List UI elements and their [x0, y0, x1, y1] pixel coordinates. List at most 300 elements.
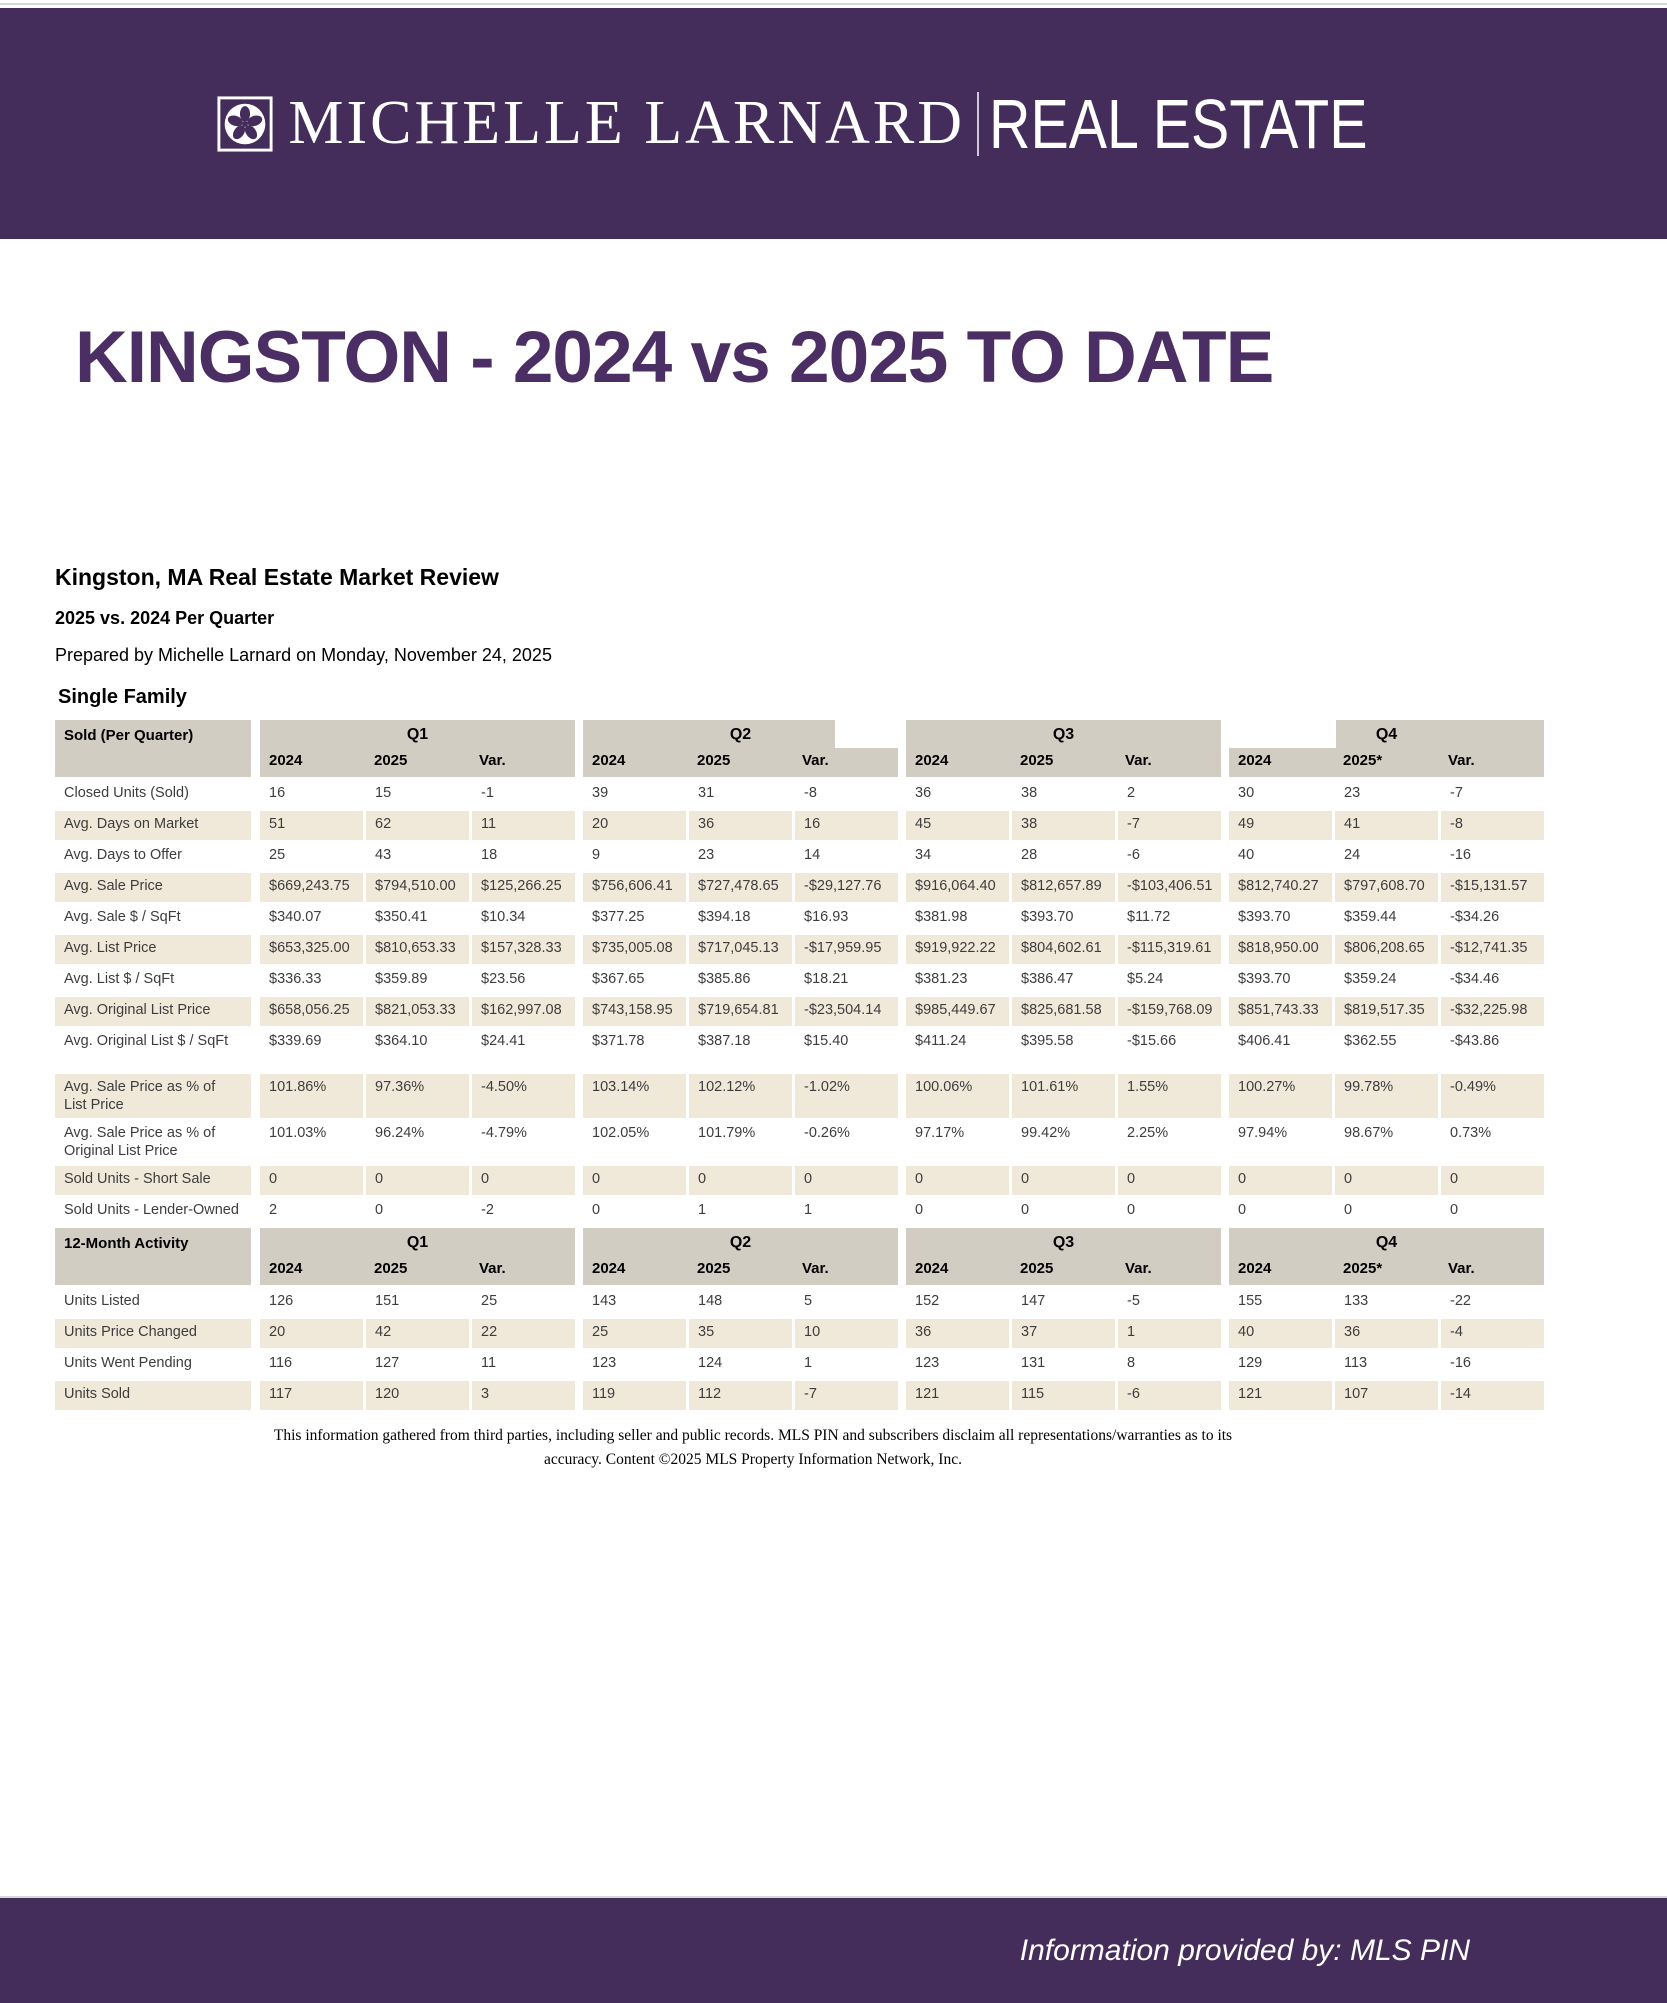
table-cell: 127	[375, 1354, 400, 1371]
table-cell: $669,243.75	[260, 873, 363, 902]
quarter-group	[260, 842, 575, 871]
table-cell: $806,208.65	[1335, 935, 1438, 964]
table-cell: 2	[269, 1201, 278, 1218]
table-cell: 103.14%	[583, 1074, 686, 1118]
table-cell: -7	[1118, 811, 1221, 840]
quarter-group	[260, 780, 575, 809]
table-cell: 22	[472, 1319, 575, 1348]
table-cell: 123	[592, 1354, 617, 1371]
table-cell: 151	[375, 1292, 400, 1309]
table-cell: $395.58	[1021, 1032, 1074, 1049]
table-cell: $367.65	[592, 970, 645, 987]
quarter-header-q4	[1229, 720, 1544, 777]
table-cell: 11	[481, 1354, 497, 1371]
quarter-group	[583, 1074, 898, 1118]
quarter-group	[1229, 1319, 1544, 1348]
table-cell: 5	[804, 1292, 813, 1309]
quarter-header-q1	[260, 1228, 575, 1285]
quarter-group	[583, 904, 898, 933]
table-cell: 101.03%	[269, 1124, 327, 1141]
table-cell: 0	[366, 1166, 469, 1195]
table-cell: -8	[804, 784, 817, 801]
table-cell: -$115,319.61	[1118, 935, 1221, 964]
table-cell: 9	[592, 846, 601, 863]
quarter-group	[1229, 1074, 1544, 1118]
table-cell: -0.49%	[1441, 1074, 1544, 1118]
table-cell: 2.25%	[1127, 1124, 1169, 1141]
table-cell: $359.44	[1344, 908, 1397, 925]
table-cell: -16	[1450, 1354, 1471, 1371]
table-cell: 1	[1118, 1319, 1221, 1348]
table-cell: 121	[906, 1381, 1009, 1410]
year-header: 2024	[1238, 751, 1272, 769]
table-cell: 0.73%	[1450, 1124, 1492, 1141]
year-header: 2024	[915, 1259, 949, 1277]
table-cell: 152	[915, 1292, 940, 1309]
table-cell: 0	[1127, 1201, 1136, 1218]
year-header: 2025	[374, 1259, 408, 1277]
quarter-group	[260, 966, 575, 995]
quarter-label: Q1	[260, 1228, 575, 1256]
page-top-rule	[0, 3, 1667, 5]
table-cell: 0	[1118, 1166, 1221, 1195]
table-cell: 23	[698, 846, 715, 863]
quarter-group	[260, 935, 575, 964]
table-cell: 1	[804, 1201, 813, 1218]
year-header-row	[260, 748, 575, 777]
quarter-group	[906, 873, 1221, 902]
table-row	[55, 1288, 1547, 1317]
table-cell: 36	[1335, 1319, 1438, 1348]
table-cell: -$43.86	[1450, 1032, 1500, 1049]
table-cell: 15	[375, 784, 392, 801]
quarter-group	[583, 1120, 898, 1164]
year-header-row	[583, 1256, 898, 1285]
table-cell: $821,053.33	[366, 997, 469, 1026]
prepared-by-line: Prepared by Michelle Larnard on Monday, November 24, 2025	[55, 644, 552, 665]
table-cell: -14	[1441, 1381, 1544, 1410]
row-label: Avg. Sale Price as % of List Price	[55, 1074, 251, 1118]
sand-dollar-flower-icon	[216, 95, 274, 153]
table-cell: -8	[1441, 811, 1544, 840]
quarter-group	[583, 1197, 898, 1226]
quarter-group	[906, 1166, 1221, 1195]
table-cell: -$159,768.09	[1118, 997, 1221, 1026]
review-title: Kingston, MA Real Estate Market Review	[55, 563, 499, 590]
provided-by-text: Information provided by: MLS PIN	[1019, 1933, 1470, 1967]
table-cell: -$32,225.98	[1441, 997, 1544, 1026]
quarter-group	[583, 873, 898, 902]
quarter-group	[1229, 1288, 1544, 1317]
quarter-group	[260, 1166, 575, 1195]
row-label: Sold Units - Lender-Owned	[64, 1201, 239, 1218]
table-cell: 120	[366, 1381, 469, 1410]
table-cell: 0	[1441, 1166, 1544, 1195]
table-cell: 30	[1238, 784, 1255, 801]
table-cell: -$15,131.57	[1441, 873, 1544, 902]
row-label: Units Price Changed	[55, 1319, 251, 1348]
table-cell: -6	[1127, 846, 1140, 863]
table-cell: 102.12%	[689, 1074, 792, 1118]
quarter-group	[583, 1288, 898, 1317]
table-cell: $23.56	[481, 970, 526, 987]
year-header: 2024	[269, 751, 303, 769]
year-header: 2025	[697, 1259, 731, 1277]
quarter-group	[1229, 1197, 1544, 1226]
quarter-group	[906, 1288, 1221, 1317]
table-cell: $125,266.25	[472, 873, 575, 902]
table-cell: $377.25	[592, 908, 645, 925]
quarter-group	[260, 1120, 575, 1164]
table-cell: 1	[698, 1201, 707, 1218]
table-cell: 148	[698, 1292, 723, 1309]
year-header: Var.	[1448, 1259, 1475, 1277]
table-cell: 42	[366, 1319, 469, 1348]
quarter-group	[906, 997, 1221, 1026]
year-header: 2025	[374, 751, 408, 769]
brand-divider-line	[977, 92, 979, 156]
year-header: 2025	[697, 751, 731, 769]
table-cell: 25	[583, 1319, 686, 1348]
row-label: Avg. List $ / SqFt	[64, 970, 175, 987]
table-cell: 16	[795, 811, 898, 840]
quarter-group	[1229, 811, 1544, 840]
table-cell: 1.55%	[1118, 1074, 1221, 1118]
table-cell: $393.70	[1238, 970, 1291, 987]
sold-per-quarter-table	[55, 720, 1547, 1226]
table-cell: 113	[1344, 1354, 1368, 1371]
table-cell: $364.10	[375, 1032, 428, 1049]
year-header: 2025	[1020, 751, 1054, 769]
table-row	[55, 1381, 1547, 1410]
table-cell: $756,606.41	[583, 873, 686, 902]
table-cell: 123	[915, 1354, 940, 1371]
row-label: Sold Units - Short Sale	[55, 1166, 251, 1195]
quarter-group	[906, 966, 1221, 995]
table-row	[55, 1350, 1547, 1379]
table-cell: -5	[1127, 1292, 1140, 1309]
table-cell: -4.79%	[481, 1124, 527, 1141]
table-cell: $10.34	[481, 908, 526, 925]
table-cell: 99.42%	[1021, 1124, 1071, 1141]
table-cell: 126	[269, 1292, 294, 1309]
row-label: Avg. Sale Price as % of Original List Price	[64, 1124, 216, 1159]
table-row	[55, 1166, 1547, 1195]
table-cell: $24.41	[481, 1032, 526, 1049]
table-cell: 0	[1012, 1166, 1115, 1195]
quarter-label: Q2	[583, 720, 898, 748]
table-cell: -$34.46	[1450, 970, 1500, 987]
quarter-group	[1229, 1120, 1544, 1164]
table-row	[55, 1028, 1547, 1072]
table-cell: 131	[1021, 1354, 1046, 1371]
table-cell: -6	[1118, 1381, 1221, 1410]
table-cell: 39	[592, 784, 609, 801]
table-cell: 25	[269, 846, 286, 863]
year-header: Var.	[802, 1259, 829, 1277]
table-row	[55, 904, 1547, 933]
year-header: Var.	[802, 751, 829, 769]
table-cell: 36	[915, 784, 932, 801]
quarter-group	[906, 1074, 1221, 1118]
table-cell: 1	[804, 1354, 813, 1371]
quarter-group	[260, 1350, 575, 1379]
table-cell: 97.36%	[366, 1074, 469, 1118]
table-cell: $157,328.33	[472, 935, 575, 964]
table-row	[55, 997, 1547, 1026]
table-cell: $794,510.00	[366, 873, 469, 902]
table-cell: 24	[1344, 846, 1361, 863]
row-label: Avg. Sale $ / SqFt	[64, 908, 181, 925]
quarter-group	[1229, 1381, 1544, 1410]
table-cell: 97.17%	[915, 1124, 965, 1141]
quarter-group	[906, 1120, 1221, 1164]
quarter-group	[906, 1350, 1221, 1379]
table-cell: 11	[472, 811, 575, 840]
quarter-group	[583, 1028, 898, 1072]
quarter-group	[583, 811, 898, 840]
table-cell: 0	[795, 1166, 898, 1195]
table-cell: $812,657.89	[1012, 873, 1115, 902]
table-cell: 40	[1238, 846, 1255, 863]
quarter-group	[260, 811, 575, 840]
year-header: 2024	[592, 1259, 626, 1277]
table-cell: 8	[1127, 1354, 1136, 1371]
table-cell: $394.18	[698, 908, 751, 925]
quarter-group	[583, 842, 898, 871]
year-header: 2024	[269, 1259, 303, 1277]
table-cell: 102.05%	[592, 1124, 650, 1141]
table-cell: $340.07	[269, 908, 322, 925]
table-cell: 36	[906, 1319, 1009, 1348]
table-cell: 25	[481, 1292, 498, 1309]
quarter-group	[906, 1028, 1221, 1072]
table-cell: $350.41	[375, 908, 428, 925]
table-cell: $387.18	[698, 1032, 751, 1049]
section-header-cell: Sold (Per Quarter)	[55, 720, 251, 777]
table-cell: $381.98	[915, 908, 968, 925]
row-label: Closed Units (Sold)	[64, 784, 189, 801]
table-cell: $11.72	[1127, 908, 1171, 925]
table-cell: $717,045.13	[689, 935, 792, 964]
row-label: Avg. Sale Price	[55, 873, 251, 902]
quarter-header-q2	[583, 1228, 898, 1285]
table-cell: 96.24%	[375, 1124, 425, 1141]
row-label: Avg. Original List Price	[55, 997, 251, 1026]
table-cell: $371.78	[592, 1032, 645, 1049]
mls-disclaimer: This information gathered from third parties, including seller and public records. MLS PIN and subscribers disclaim all representations/warranties as to its accuracy. Content ©2025 MLS Property Information Network, Inc.	[273, 1426, 1233, 1468]
table-cell: 20	[260, 1319, 363, 1348]
quarter-group	[583, 935, 898, 964]
table-cell: $362.55	[1344, 1032, 1397, 1049]
quarter-group	[260, 1319, 575, 1348]
table-cell: $393.70	[1021, 908, 1074, 925]
quarter-header-q2	[583, 720, 898, 777]
quarter-group	[906, 935, 1221, 964]
table-cell: $658,056.25	[260, 997, 363, 1026]
table-cell: -1.02%	[795, 1074, 898, 1118]
table-cell: 16	[269, 784, 286, 801]
table-cell: 115	[1012, 1381, 1115, 1410]
table-cell: $653,325.00	[260, 935, 363, 964]
table-cell: 121	[1229, 1381, 1332, 1410]
table-cell: -7	[1450, 784, 1463, 801]
review-subtitle: 2025 vs. 2024 Per Quarter	[55, 607, 275, 628]
year-header: 2025	[1020, 1259, 1054, 1277]
year-header-row	[1229, 748, 1544, 777]
table-cell: 100.27%	[1229, 1074, 1332, 1118]
quarter-group	[260, 1381, 575, 1410]
table-cell: 0	[375, 1201, 384, 1218]
table-cell: $381.23	[915, 970, 968, 987]
year-header-row	[583, 748, 898, 777]
quarter-group	[1229, 997, 1544, 1026]
table-row	[55, 1197, 1547, 1226]
table-cell: -$15.66	[1127, 1032, 1177, 1049]
table-cell: -$29,127.76	[795, 873, 898, 902]
year-header: Var.	[1125, 751, 1152, 769]
quarter-group	[260, 904, 575, 933]
row-label: Units Went Pending	[64, 1354, 192, 1371]
table-cell: 101.79%	[698, 1124, 756, 1141]
table-cell: $719,654.81	[689, 997, 792, 1026]
table-cell: 129	[1238, 1354, 1263, 1371]
table-cell: 43	[375, 846, 392, 863]
table-cell: 10	[795, 1319, 898, 1348]
quarter-label: Q3	[906, 1228, 1221, 1256]
quarter-group	[260, 1074, 575, 1118]
year-header-row	[906, 748, 1221, 777]
table-cell: 119	[583, 1381, 686, 1410]
table-cell: 36	[689, 811, 792, 840]
table-cell: $18.21	[804, 970, 849, 987]
table-row	[55, 1120, 1547, 1164]
row-label: Avg. Original List $ / SqFt	[64, 1032, 229, 1049]
row-label: Units Listed	[64, 1292, 140, 1309]
table-cell: 2	[1127, 784, 1136, 801]
quarter-group	[906, 811, 1221, 840]
table-cell: 101.61%	[1012, 1074, 1115, 1118]
table-cell: $386.47	[1021, 970, 1074, 987]
table-cell: 51	[260, 811, 363, 840]
quarter-label: Q4	[1229, 1228, 1544, 1256]
brand-realestate-text: REAL ESTATE	[988, 84, 1368, 163]
year-header: Var.	[479, 751, 506, 769]
quarter-group	[583, 997, 898, 1026]
table-cell: 28	[1021, 846, 1038, 863]
year-header: Var.	[479, 1259, 506, 1277]
quarter-header-q4	[1229, 1228, 1544, 1285]
table-cell: 100.06%	[906, 1074, 1009, 1118]
quarter-group	[906, 1319, 1221, 1348]
table-cell: 99.78%	[1335, 1074, 1438, 1118]
table-cell: -16	[1450, 846, 1471, 863]
quarter-label: Q4	[1229, 720, 1544, 748]
table-cell: $16.93	[804, 908, 849, 925]
table-cell: 112	[689, 1381, 792, 1410]
table-cell: 14	[804, 846, 821, 863]
table-cell: 147	[1021, 1292, 1046, 1309]
table-cell: 0	[689, 1166, 792, 1195]
table-cell: 37	[1012, 1319, 1115, 1348]
table-row	[55, 1074, 1547, 1118]
table-row	[55, 1319, 1547, 1348]
table-cell: $818,950.00	[1229, 935, 1332, 964]
table-cell: 0	[472, 1166, 575, 1195]
table-cell: 124	[698, 1354, 723, 1371]
year-header-row	[260, 1256, 575, 1285]
table-row	[55, 935, 1547, 964]
year-header: 2024	[592, 751, 626, 769]
table-cell: $985,449.67	[906, 997, 1009, 1026]
table-cell: $743,158.95	[583, 997, 686, 1026]
table-cell: $916,064.40	[906, 873, 1009, 902]
table-cell: 0	[260, 1166, 363, 1195]
table-cell: $735,005.08	[583, 935, 686, 964]
table-cell: $819,517.35	[1335, 997, 1438, 1026]
footer-band	[0, 1896, 1667, 2003]
table-row	[55, 873, 1547, 902]
quarter-group	[906, 904, 1221, 933]
table-row	[55, 811, 1547, 840]
table-cell: 0	[1229, 1166, 1332, 1195]
table-cell: 155	[1238, 1292, 1263, 1309]
table-cell: $5.24	[1127, 970, 1164, 987]
year-header: 2024	[915, 751, 949, 769]
table-cell: 0	[592, 1201, 601, 1218]
table-cell: -$12,741.35	[1441, 935, 1544, 964]
row-label: Units Sold	[55, 1381, 251, 1410]
table-cell: $919,922.22	[906, 935, 1009, 964]
table-cell: 0	[583, 1166, 686, 1195]
quarter-group	[260, 873, 575, 902]
table-cell: $406.41	[1238, 1032, 1291, 1049]
header-band	[0, 8, 1667, 239]
table-cell: 0	[1344, 1201, 1353, 1218]
table-cell: 0	[1335, 1166, 1438, 1195]
intro-block	[55, 564, 1667, 709]
year-header-row	[906, 1256, 1221, 1285]
table-cell: 38	[1012, 811, 1115, 840]
quarter-group	[1229, 873, 1544, 902]
table-cell: 0	[906, 1166, 1009, 1195]
table-cell: 45	[906, 811, 1009, 840]
quarter-group	[1229, 1166, 1544, 1195]
table-cell: 0	[915, 1201, 924, 1218]
table-cell: -4.50%	[472, 1074, 575, 1118]
year-header: 2025*	[1343, 751, 1383, 769]
quarter-group	[583, 1350, 898, 1379]
year-header: 2024	[1238, 1259, 1272, 1277]
quarter-group	[1229, 1028, 1544, 1072]
table-cell: 101.86%	[260, 1074, 363, 1118]
quarter-header-q1	[260, 720, 575, 777]
quarter-group	[583, 1319, 898, 1348]
table-cell: $385.86	[698, 970, 751, 987]
quarter-group	[1229, 966, 1544, 995]
table-cell: 97.94%	[1238, 1124, 1288, 1141]
brand-logo	[216, 84, 1450, 164]
table-cell: 35	[689, 1319, 792, 1348]
table-cell: -2	[481, 1201, 494, 1218]
quarter-group	[906, 842, 1221, 871]
table-cell: $727,478.65	[689, 873, 792, 902]
row-label: Avg. List Price	[55, 935, 251, 964]
table-header-row	[55, 720, 1547, 777]
quarter-group	[260, 1028, 575, 1072]
quarter-group	[1229, 904, 1544, 933]
table-cell: $162,997.08	[472, 997, 575, 1026]
